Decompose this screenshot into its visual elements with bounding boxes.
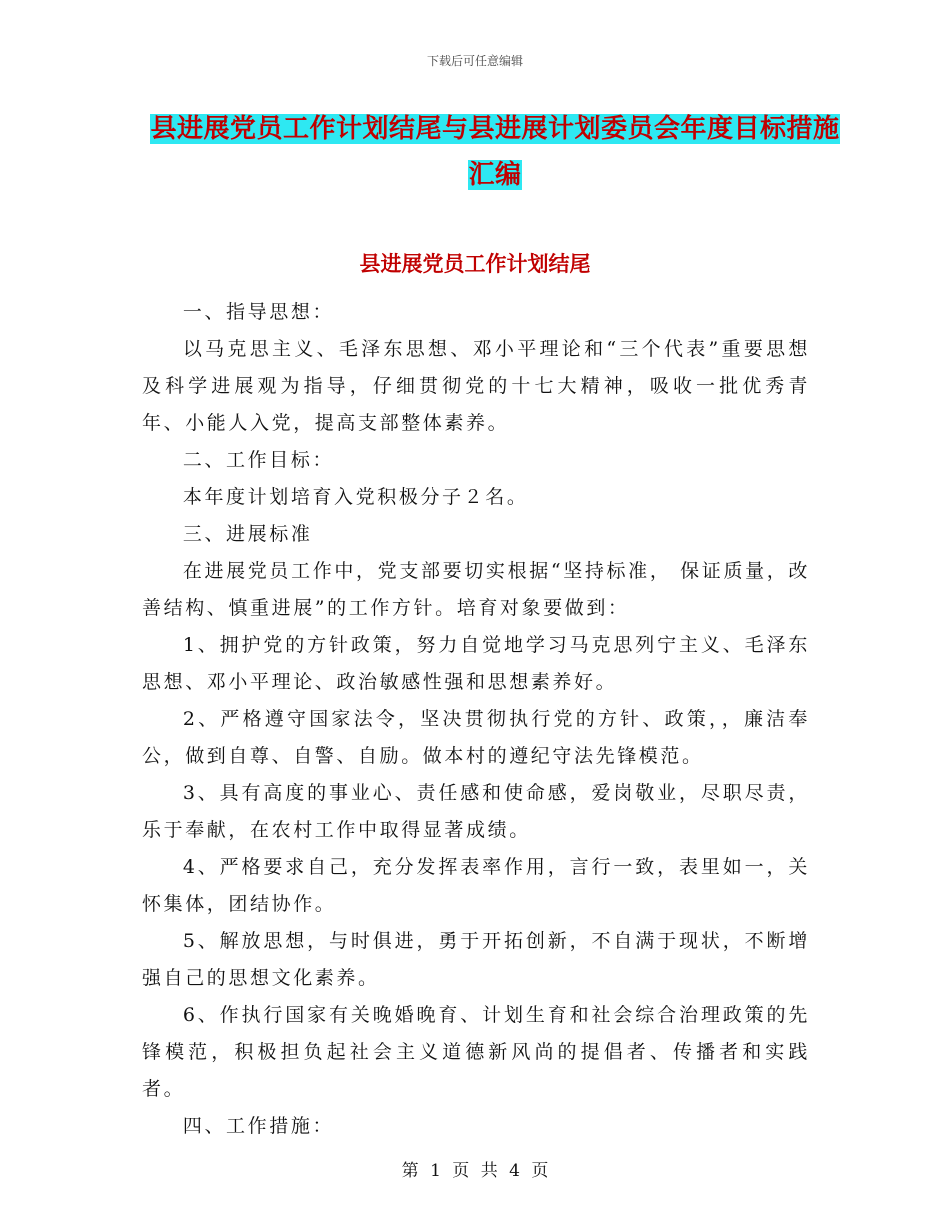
document-title <box>150 106 840 198</box>
paragraph-item-3: 3、具有高度的事业心、责任感和使命感，爱岗敬业，尽职尽责，乐于奉献，在农村工作中取得显著成绩。 <box>142 782 810 841</box>
paragraph-guiding-heading: 一、指导思想： <box>182 301 335 323</box>
paragraph-goal-heading: 二、工作目标： <box>182 449 335 471</box>
header-note: 下载后可任意编辑 <box>426 54 523 68</box>
page-indicator: 第 1 页 共 4 页 <box>401 1161 549 1181</box>
document-body <box>142 294 810 1145</box>
paragraph-measures-heading: 四、工作措施： <box>182 1115 335 1137</box>
section-title: 县进展党员工作计划结尾 <box>359 251 591 276</box>
paragraph-item-6: 6、作执行国家有关晚婚晚育、计划生育和社会综合治理政策的先锋模范，积极担负起社会主义道德新风尚的提倡者、传播者和实践者。 <box>142 1004 810 1100</box>
paragraph-standard-intro: 在进展党员工作中，党支部要切实根据“坚持标准， 保证质量，改善结构、慎重进展”的工作方针。培育对象要做到： <box>142 560 810 619</box>
document-title-text: 县进展党员工作计划结尾与县进展计划委员会年度目标措施汇编 <box>150 114 840 190</box>
paragraph-standard-heading: 三、进展标准 <box>182 523 313 545</box>
paragraph-item-1: 1、拥护党的方针政策，努力自觉地学习马克思列宁主义、毛泽东思想、邓小平理论、政治敏感性强和思想素养好。 <box>142 634 810 693</box>
paragraph-item-4: 4、严格要求自己，充分发挥表率作用，言行一致，表里如一，关怀集体，团结协作。 <box>142 856 810 915</box>
paragraph-item-5: 5、解放思想，与时俱进，勇于开拓创新，不自满于现状，不断增强自己的思想文化素养。 <box>142 930 810 989</box>
paragraph-item-2: 2、严格遵守国家法令，坚决贯彻执行党的方针、政策，，廉洁奉公，做到自尊、自警、自励。做本村的遵纪守法先锋模范。 <box>142 708 810 767</box>
paragraph-goal-content: 本年度计划培育入党积极分子２名。 <box>182 486 529 508</box>
paragraph-guiding-content: 以马克思主义、毛泽东思想、邓小平理论和“三个代表”重要思想及科学进展观为指导，仔细贯彻党的十七大精神，吸收一批优秀青年、小能人入党，提高支部整体素养。 <box>142 338 810 434</box>
